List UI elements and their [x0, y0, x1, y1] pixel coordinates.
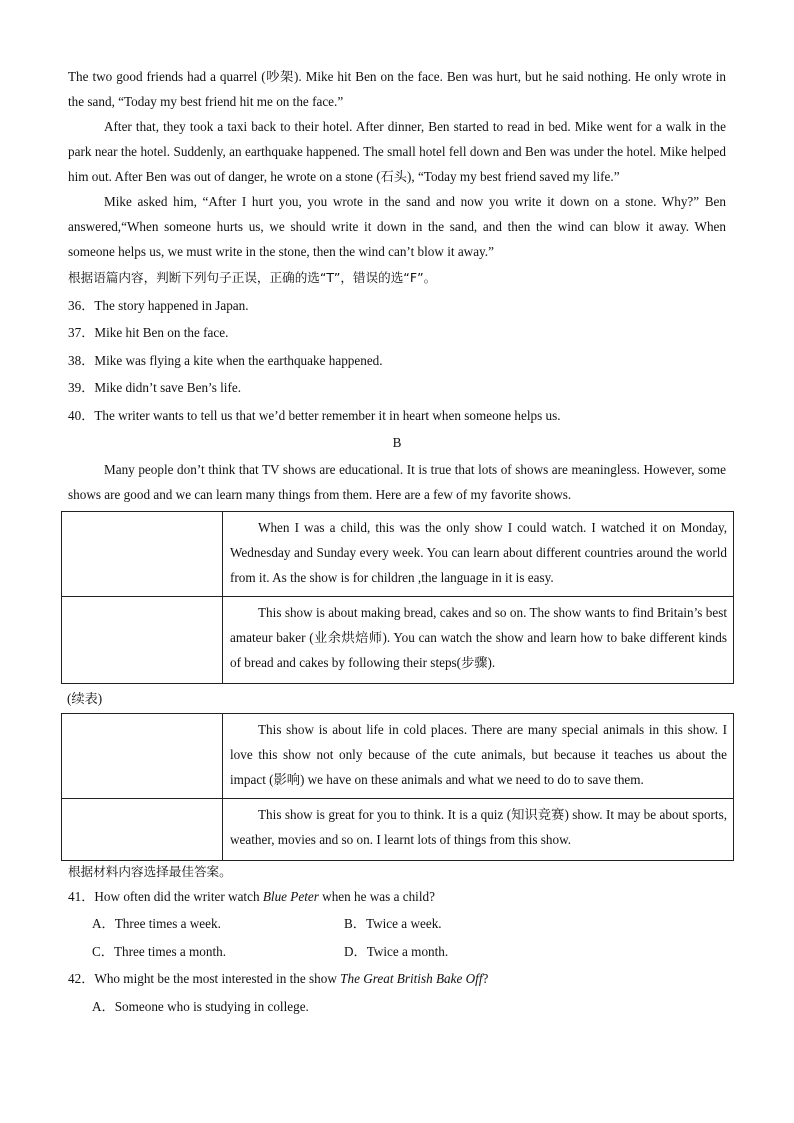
show-description: When I was a child, this was the only show I could watch. I watched it on Monday, Wednesday and Sunday every week. You can learn about different countries around the world from it. As the show is for children ,the language in it is easy. — [230, 519, 727, 585]
show-name-cell — [62, 596, 223, 683]
option-42-a[interactable]: A．Someone who is studying in college. — [92, 998, 309, 1014]
question-36: 36．The story happened in Japan. — [68, 297, 249, 313]
question-42-text-end: ? — [482, 971, 489, 986]
table-row — [62, 596, 734, 683]
show-name-cell — [62, 511, 223, 596]
shows-table-2 — [61, 713, 734, 861]
question-38: 38．Mike was flying a kite when the earthquake happened. — [68, 352, 383, 368]
show-description: This show is about making bread, cakes and so on. The show wants to find Britain’s best amateur baker (业余烘焙师). You can watch the show and learn how to bake different kinds of bread and cakes by following their steps(步骤). — [230, 604, 727, 670]
shows-table-1 — [61, 511, 734, 684]
passage-b-intro: Many people don’t think that TV shows are educational. It is true that lots of shows are meaningless. However, some shows are good and we can learn many things from them. Here are a few of my favorite shows. — [68, 461, 726, 502]
table-row — [62, 798, 734, 860]
show-description-cell — [223, 713, 734, 798]
passage-a-paragraph-2: After that, they took a taxi back to their hotel. After dinner, Ben started to read in bed. Mike went for a walk in the park near the hotel. Suddenly, an earthquake happened. The small hotel fell down and Ben was under the hotel. Mike helped him out. After Ben was out of danger, he wrote on a stone (石头), “Today my best friend saved my life.” — [68, 119, 726, 184]
show-name-cell — [62, 713, 223, 798]
question-39: 39．Mike didn’t save Ben’s life. — [68, 380, 242, 395]
instruction-multiple-choice: 根据材料内容选择最佳答案。 — [68, 863, 232, 879]
question-41-options-row-2 — [68, 938, 726, 966]
question-41 — [68, 883, 726, 911]
table-row — [62, 713, 734, 798]
show-name-cell — [62, 798, 223, 860]
continued-table-label: (续表) — [67, 690, 103, 706]
question-42 — [68, 965, 726, 993]
option-41-a[interactable]: A．Three times a week. — [92, 916, 221, 931]
passage-a-paragraph-1: The two good friends had a quarrel (吵架). Mike hit Ben on the face. Ben was hurt, but he said nothing. He only wrote in the sand, “Today my best friend hit me on the face.” — [68, 69, 726, 109]
option-41-d[interactable]: D．Twice a month. — [344, 943, 449, 959]
question-41-text: 41．How often did the writer watch — [68, 888, 263, 904]
show-description-cell — [223, 798, 734, 860]
table-row — [62, 511, 734, 596]
option-41-c[interactable]: C．Three times a month. — [92, 943, 227, 959]
show-description-cell — [223, 511, 734, 596]
instruction-true-false: 根据语篇内容，判断下列句子正误，正确的选“T”，错误的选“F”。 — [68, 270, 437, 285]
option-41-b[interactable]: B．Twice a week. — [344, 916, 442, 931]
question-37: 37．Mike hit Ben on the face. — [68, 325, 229, 340]
question-41-options-row-1 — [68, 910, 726, 938]
question-40: 40．The writer wants to tell us that we’d better remember it in heart when someone helps us. — [68, 407, 561, 423]
show-description: This show is about life in cold places. There are many special animals in this show. I love this show not only because of the cute animals, but because it teaches us about the impact (影响) we have on these animals and what we need to do to save them. — [230, 721, 727, 787]
section-b-label: B — [392, 435, 402, 450]
passage-a-paragraph-3: Mike asked him, “After I hurt you, you wrote in the sand and now you write it down on a stone. Why?” Ben answered,“When someone hurts us, we should write it down in the sand, and then the wind can blow it away. When someone helps us, we must write in the stone, then the wind can’t blow it away.” — [68, 194, 726, 259]
question-42-text: 42．Who might be the most interested in the show — [68, 971, 341, 986]
show-description: This show is great for you to think. It is a quiz (知识竞赛) show. It may be about sports, weather, movies and so on. I learnt lots of things from this show. — [230, 806, 727, 847]
show-description-cell — [223, 596, 734, 683]
show-title-bake-off: The Great British Bake Off — [340, 971, 483, 986]
exam-content — [68, 64, 726, 1020]
question-41-text-end: when he was a child? — [318, 888, 435, 904]
show-title-blue-peter: Blue Peter — [262, 888, 319, 904]
